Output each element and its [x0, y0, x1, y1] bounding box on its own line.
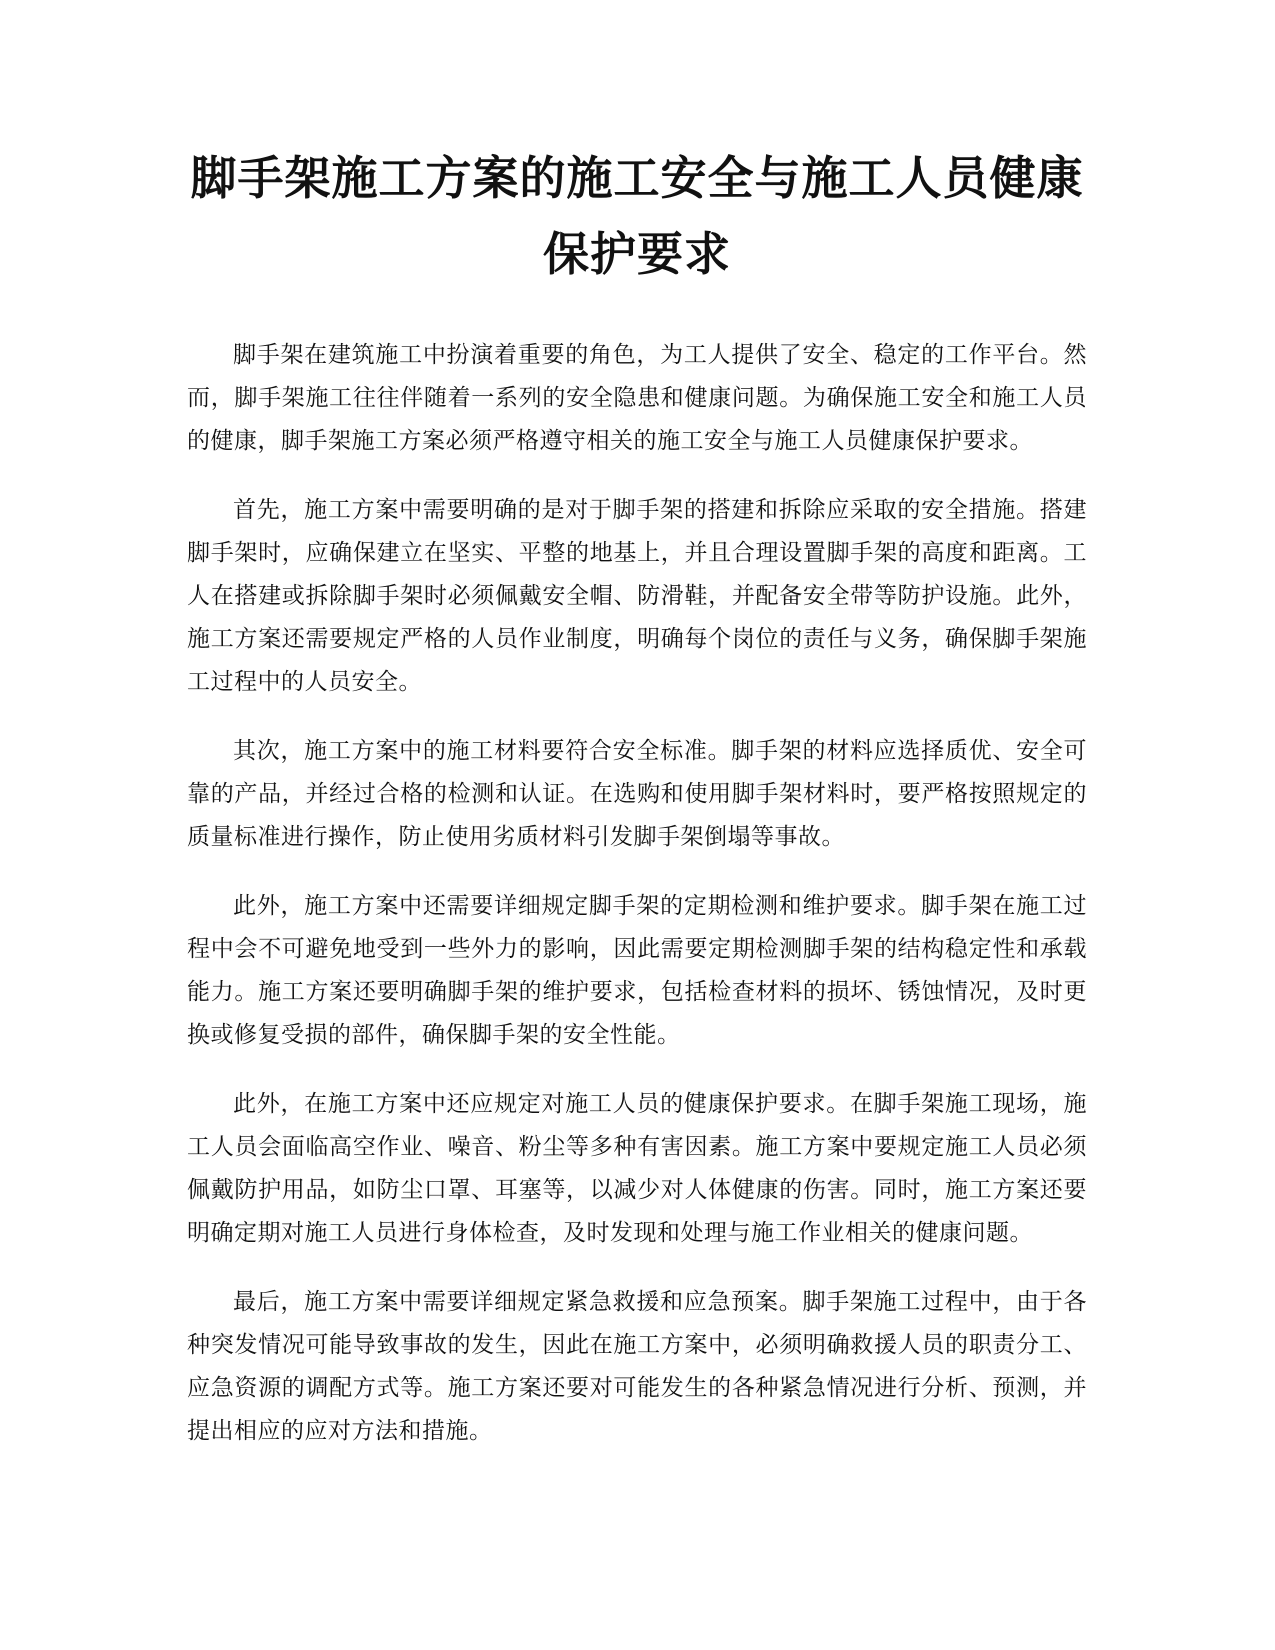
paragraph-emergency: 最后，施工方案中需要详细规定紧急救援和应急预案。脚手架施工过程中，由于各种突发情况可能导致事故的发生，因此在施工方案中，必须明确救援人员的职责分工、应急资源的调配方式等。施工方案还要对可能发生的各种紧急情况进行分析、预测，并提出相应的应对方法和措施。	[187, 1289, 1087, 1444]
paragraph-erection-safety: 首先，施工方案中需要明确的是对于脚手架的搭建和拆除应采取的安全措施。搭建脚手架时，应确保建立在坚实、平整的地基上，并且合理设置脚手架的高度和距离。工人在搭建或拆除脚手架时必须佩戴安全帽、防滑鞋，并配备安全带等防护设施。此外，施工方案还需要规定严格的人员作业制度，明确每个岗位的责任与义务，确保脚手架施工过程中的人员安全。	[187, 497, 1087, 695]
paragraph-health: 此外，在施工方案中还应规定对施工人员的健康保护要求。在脚手架施工现场，施工人员会面临高空作业、噪音、粉尘等多种有害因素。施工方案中要规定施工人员必须佩戴防护用品，如防尘口罩、耳塞等，以减少对人体健康的伤害。同时，施工方案还要明确定期对施工人员进行身体检查，及时发现和处理与施工作业相关的健康问题。	[187, 1091, 1087, 1246]
title-line-2: 保护要求	[543, 227, 731, 281]
paragraph-materials: 其次，施工方案中的施工材料要符合安全标准。脚手架的材料应选择质优、安全可靠的产品，并经过合格的检测和认证。在选购和使用脚手架材料时，要严格按照规定的质量标准进行操作，防止使用劣质材料引发脚手架倒塌等事故。	[187, 738, 1087, 850]
document-title	[187, 140, 1087, 292]
title-line-1: 脚手架施工方案的施工安全与施工人员健康	[190, 151, 1084, 205]
paragraph-inspection: 此外，施工方案中还需要详细规定脚手架的定期检测和维护要求。脚手架在施工过程中会不可避免地受到一些外力的影响，因此需要定期检测脚手架的结构稳定性和承载能力。施工方案还要明确脚手架的维护要求，包括检查材料的损坏、锈蚀情况，及时更换或修复受损的部件，确保脚手架的安全性能。	[187, 893, 1087, 1048]
document-body	[187, 334, 1087, 1453]
paragraph-intro: 脚手架在建筑施工中扮演着重要的角色，为工人提供了安全、稳定的工作平台。然而，脚手架施工往往伴随着一系列的安全隐患和健康问题。为确保施工安全和施工人员的健康，脚手架施工方案必须严格遵守相关的施工安全与施工人员健康保护要求。	[187, 342, 1087, 454]
document-page	[187, 140, 1087, 1479]
